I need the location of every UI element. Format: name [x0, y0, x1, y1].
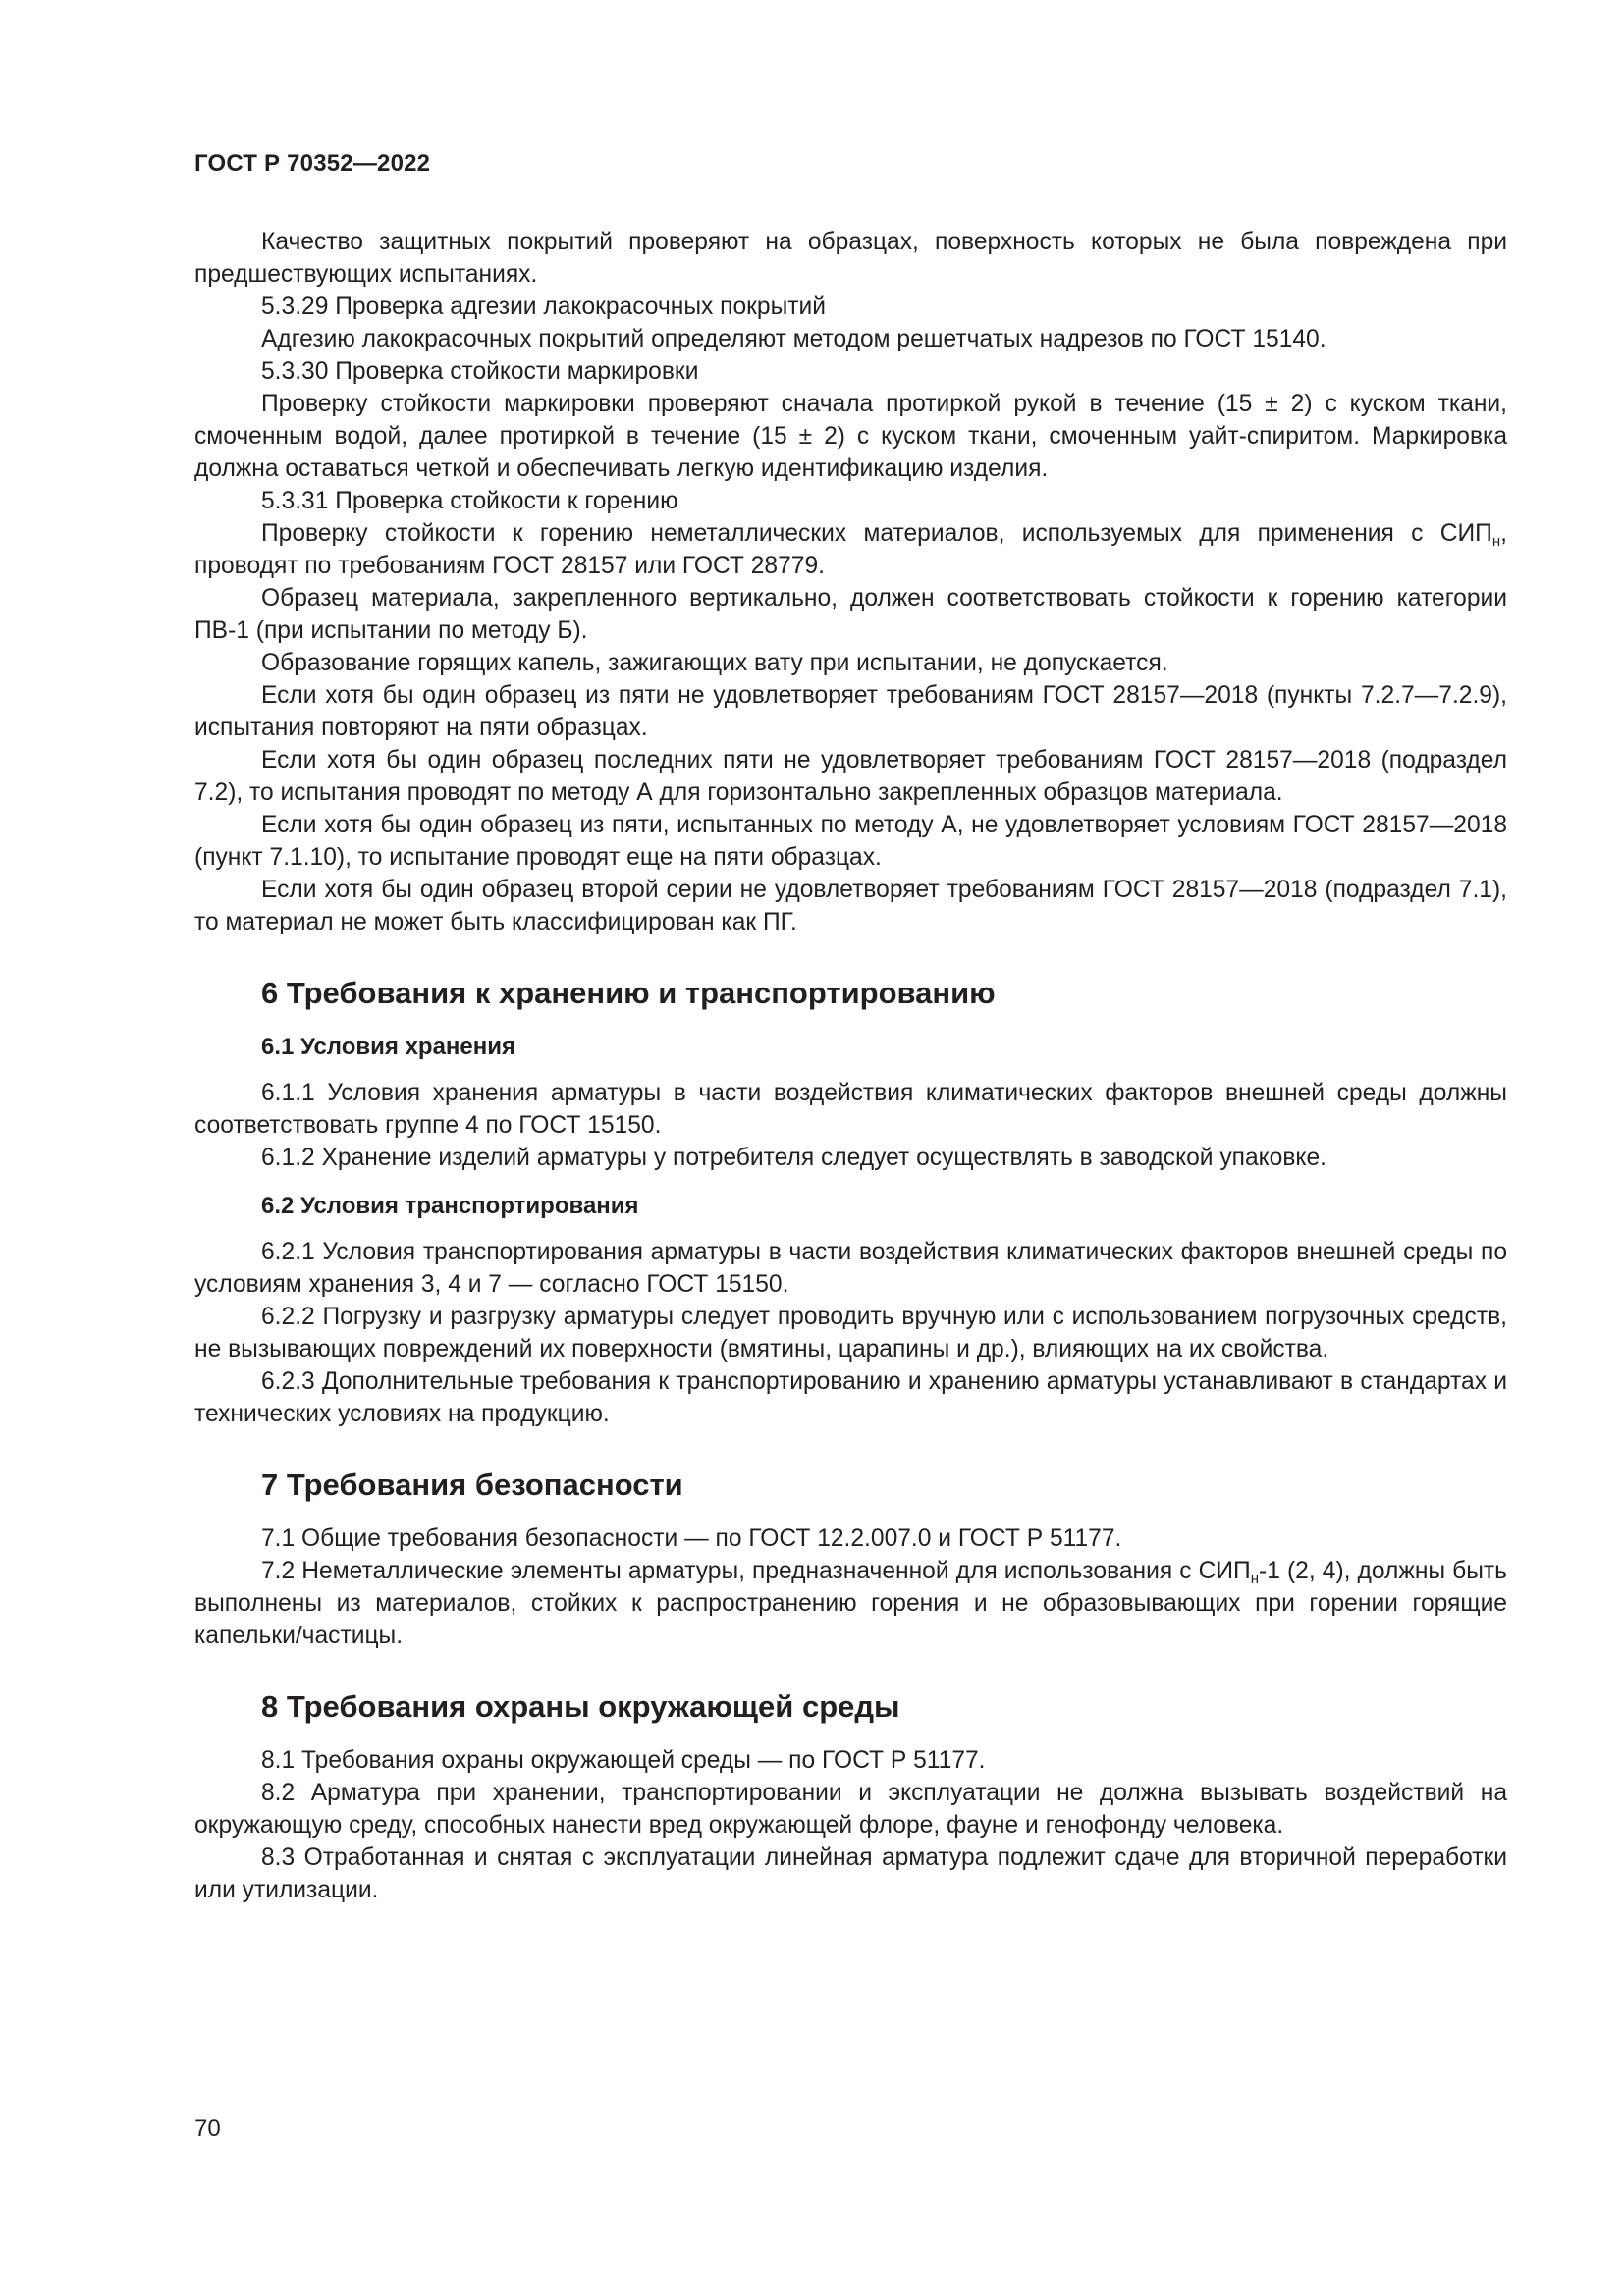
clause-7-1: 7.1 Общие требования безопасности — по ГОСТ 12.2.007.0 и ГОСТ Р 51177. — [261, 1525, 1122, 1552]
subscript: н — [1491, 533, 1501, 550]
paragraph-retest-five: Если хотя бы один образец из пяти не удовлетворяет требованиям ГОСТ 28157—2018 (пункты 7.2.7—7.2.9), испытания повторяют на пяти образцах. — [194, 682, 1507, 741]
section-7-heading: 7 Требования безопасности — [261, 1468, 683, 1502]
clause-5-3-31-title: 5.3.31 Проверка стойкости к горению — [261, 488, 678, 514]
clause-6-2-1: 6.2.1 Условия транспортирования арматуры в части воздействия климатических факторов внешней среды по условиям хранения 3, 4 и 7 — согласно ГОСТ 15150. — [194, 1239, 1507, 1298]
paragraph-marking-durability: Проверку стойкости маркировки проверяют сначала протиркой рукой в течение (15 ± 2) с куском ткани, смоченным водой, далее протиркой в течение (15 ± 2) с куском ткани, смоченным уайт-спиритом. Маркировка должна оставаться четкой и обеспечивать легкую идентификацию изделия. — [194, 391, 1507, 482]
subsection-6-1-heading: 6.1 Условия хранения — [261, 1034, 516, 1060]
clause-6-2-3: 6.2.3 Дополнительные требования к транспортированию и хранению арматуры устанавливают в стандартах и технических условиях на продукцию. — [194, 1368, 1507, 1427]
clause-6-1-2: 6.1.2 Хранение изделий арматуры у потребителя следует осуществлять в заводской упаковке. — [261, 1145, 1326, 1171]
text-fragment: Проверку стойкости к горению неметаллических материалов, используемых для применения с СИП — [261, 520, 1492, 547]
paragraph-sample-category: Образец материала, закрепленного вертикально, должен соответствовать стойкости к горению категории ПВ-1 (при испытании по методу Б). — [194, 585, 1507, 644]
document-header-standard-id: ГОСТ Р 70352—2022 — [194, 150, 431, 177]
text-fragment: 7.2 Неметаллические элементы арматуры, предназначенной для использования с СИП — [261, 1558, 1251, 1584]
page-number: 70 — [194, 2115, 221, 2142]
clause-5-3-30-title: 5.3.30 Проверка стойкости маркировки — [261, 358, 699, 385]
paragraph-classification: Если хотя бы один образец второй серии не удовлетворяет требованиям ГОСТ 28157—2018 (подраздел 7.1), то материал не может быть классифицирован как ПГ. — [194, 877, 1507, 935]
section-8-heading: 8 Требования охраны окружающей среды — [261, 1689, 900, 1724]
clause-6-1-1: 6.1.1 Условия хранения арматуры в части воздействия климатических факторов внешней среды должны соответствовать группе 4 по ГОСТ 15150. — [194, 1080, 1507, 1139]
clause-8-1: 8.1 Требования охраны окружающей среды — по ГОСТ Р 51177. — [261, 1747, 986, 1774]
paragraph-coating-quality: Качество защитных покрытий проверяют на образцах, поверхность которых не была повреждена при предшествующих испытаниях. — [194, 229, 1507, 288]
text-fragment: -1 (2, 4), должны быть выполнены из материалов, стойких к распространению горения и не образовывающих при горении горящие капельки/частицы. — [194, 1558, 1507, 1649]
paragraph-method-a: Если хотя бы один образец последних пяти не удовлетворяет требованиям ГОСТ 28157—2018 (подраздел 7.2), то испытания проводят по методу А для горизонтально закрепленных образцов материала. — [194, 747, 1507, 806]
clause-8-2: 8.2 Арматура при хранении, транспортировании и эксплуатации не должна вызывать воздействий на окружающую среду, способных нанести вред окружающей флоре, фауне и генофонду человека. — [194, 1780, 1507, 1839]
document-body — [194, 226, 1507, 1906]
subscript: н — [1250, 1571, 1260, 1587]
clause-7-2 — [194, 1555, 1507, 1652]
paragraph-flame-resistance — [194, 517, 1507, 582]
clause-8-3: 8.3 Отработанная и снятая с эксплуатации линейная арматура подлежит сдаче для вторичной переработки или утилизации. — [194, 1844, 1507, 1903]
text-fragment: , проводят по требованиям ГОСТ 28157 или ГОСТ 28779. — [194, 520, 1507, 579]
clause-6-2-2: 6.2.2 Погрузку и разгрузку арматуры следует проводить вручную или с использованием погрузочных средств, не вызывающих повреждений их поверхности (вмятины, царапины и др.), влияющих на их свойства. — [194, 1304, 1507, 1362]
paragraph-adhesion-method: Адгезию лакокрасочных покрытий определяют методом решетчатых надрезов по ГОСТ 15140. — [261, 326, 1326, 352]
paragraph-burning-drops: Образование горящих капель, зажигающих вату при испытании, не допускается. — [261, 650, 1168, 676]
clause-5-3-29-title: 5.3.29 Проверка адгезии лакокрасочных покрытий — [261, 294, 826, 320]
paragraph-method-a-retest: Если хотя бы один образец из пяти, испытанных по методу А, не удовлетворяет условиям ГОСТ 28157—2018 (пункт 7.1.10), то испытание проводят еще на пяти образцах. — [194, 812, 1507, 871]
section-6-heading: 6 Требования к хранению и транспортированию — [261, 976, 996, 1010]
subsection-6-2-heading: 6.2 Условия транспортирования — [261, 1193, 639, 1219]
